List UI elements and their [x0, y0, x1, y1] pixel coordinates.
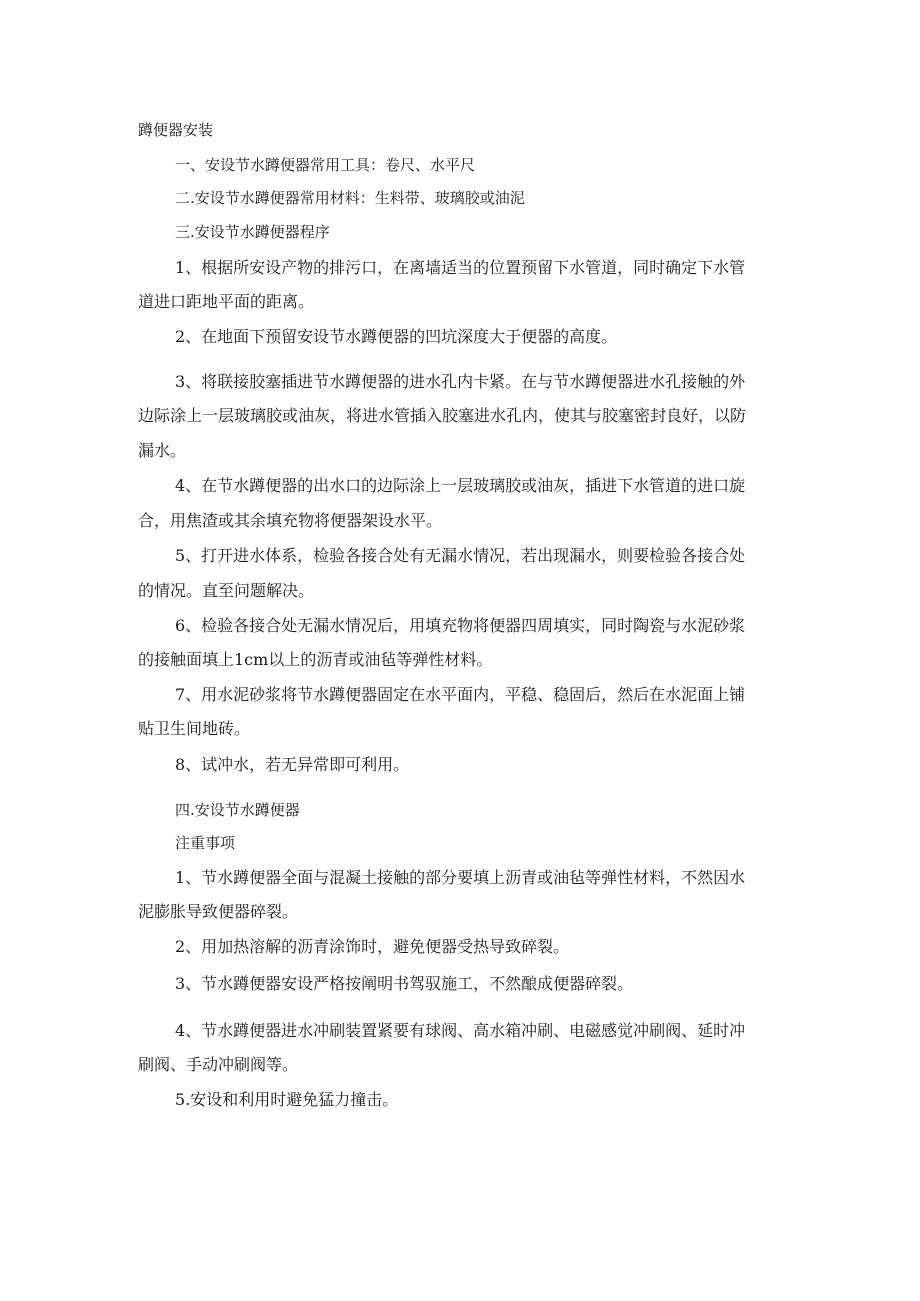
note-1-line-1: 1、节水蹲便器全面与混凝土接触的部分要填上沥青或油毡等弹性材料，不然因水: [175, 868, 746, 887]
step-4-line-2: 合，用焦渣或其余填充物将便器架设水平。: [138, 511, 443, 530]
step-3-line-2: 边际涂上一层玻璃胶或油灰，将进水管插入胶塞进水孔内，使其与胶塞密封良好，以防: [138, 406, 747, 425]
note-3-line-1: 3、节水蹲便器安设严格按阐明书驾驭施工，不然酿成便器碎裂。: [175, 974, 634, 993]
step-1-line-2: 道进口距地平面的距离。: [138, 292, 315, 311]
step-3-line-3: 漏水。: [138, 441, 187, 460]
step-3-line-1: 3、将联接胶塞插进节水蹲便器的进水孔内卡紧。在与节水蹲便器进水孔接触的外: [175, 372, 746, 391]
step-6-line-1: 6、检验各接合处无漏水情况后，用填充物将便器四周填实，同时陶瓷与水泥砂浆: [175, 616, 746, 635]
step-2-line-1: 2、在地面下预留安设节水蹲便器的凹坑深度大于便器的高度。: [175, 327, 618, 346]
tools-line: 一、安设节水蹲便器常用工具：卷尺、水平尺: [175, 156, 476, 174]
step-5-line-2: 的情况。直至问题解决。: [138, 581, 315, 600]
step-4-line-1: 4、在节水蹲便器的出水口的边际涂上一层玻璃胶或油灰，插进下水管道的进口旋: [175, 476, 746, 495]
step-6-line-2: 的接触面填上1cm以上的沥青或油毡等弹性材料。: [138, 650, 493, 669]
step-8-line-1: 8、试冲水，若无异常即可利用。: [175, 755, 410, 774]
notes-heading: 注重事项: [175, 834, 236, 852]
doc-title: 蹲便器安装: [138, 121, 214, 139]
section-4-heading: 四.安设节水蹲便器: [175, 801, 300, 819]
procedure-heading: 三.安设节水蹲便器程序: [175, 223, 330, 241]
step-7-line-2: 贴卫生间地砖。: [138, 719, 251, 738]
step-1-line-1: 1、根据所安设产物的排污口，在离墙适当的位置预留下水管道，同时确定下水管: [175, 258, 746, 277]
note-4-line-2: 刷阀、手动冲刷阀等。: [138, 1055, 299, 1074]
note-5-line-1: 5.安设和利用时避免猛力撞击。: [175, 1090, 399, 1109]
materials-line: 二.安设节水蹲便器常用材料：生料带、玻璃胶或油泥: [175, 189, 525, 207]
note-4-line-1: 4、节水蹲便器进水冲刷装置紧要有球阀、高水箱冲刷、电磁感觉冲刷阀、延时冲: [175, 1021, 746, 1040]
note-1-line-2: 泥膨胀导致便器碎裂。: [138, 902, 299, 921]
step-7-line-1: 7、用水泥砂浆将节水蹲便器固定在水平面内，平稳、稳固后，然后在水泥面上铺: [175, 685, 746, 704]
step-5-line-1: 5、打开进水体系，检验各接合处有无漏水情况，若出现漏水，则要检验各接合处: [175, 546, 746, 565]
note-2-line-1: 2、用加热溶解的沥青涂饰时，避免便器受热导致碎裂。: [175, 937, 570, 956]
